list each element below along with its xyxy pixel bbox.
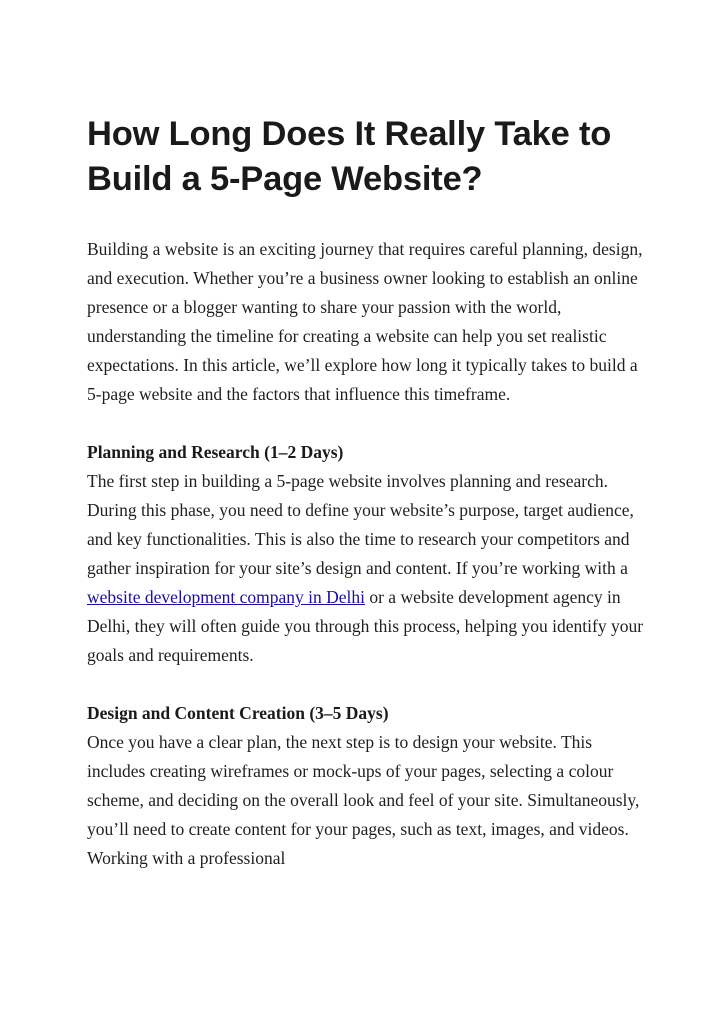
paragraph-text-before-link: The first step in building a 5-page website involves planning and research. During this phase, you need to define your website’s purpose, target audience, and key functionalities. This is also the time to research your competitors and gather inspiration for your site’s design and content. If you’re working with a [87, 471, 634, 578]
section-heading-planning: Planning and Research (1–2 Days) [87, 442, 344, 462]
section-heading-design: Design and Content Creation (3–5 Days) [87, 703, 389, 723]
article-title: How Long Does It Really Take to Build a 5-Page Website? [87, 115, 612, 198]
paragraph-text-after-link: or a website development agency in Delhi, they will often guide you through this process, helping you identify your goals and requirements. [87, 587, 644, 665]
section-paragraph-design: Once you have a clear plan, the next step is to design your website. This includes creating wireframes or mock-ups of your pages, selecting a colour scheme, and deciding on the overall look and feel of your site. Simultaneously, you’ll need to create content for your pages, such as text, images, and videos. Working with a professional [87, 732, 640, 868]
section-design [87, 699, 647, 873]
article [87, 112, 647, 873]
website-development-company-link[interactable]: website development company in Delhi [87, 587, 365, 607]
section-planning [87, 438, 647, 670]
section-paragraph-planning [87, 467, 647, 670]
intro-paragraph: Building a website is an exciting journey that requires careful planning, design, and execution. Whether you’re a business owner looking to establish an online presence or a blogger wanting to share your passion with the world, understanding the timeline for creating a website can help you set realistic expectations. In this article, we’ll explore how long it typically takes to build a 5-page website and the factors that influence this timeframe. [87, 239, 643, 404]
